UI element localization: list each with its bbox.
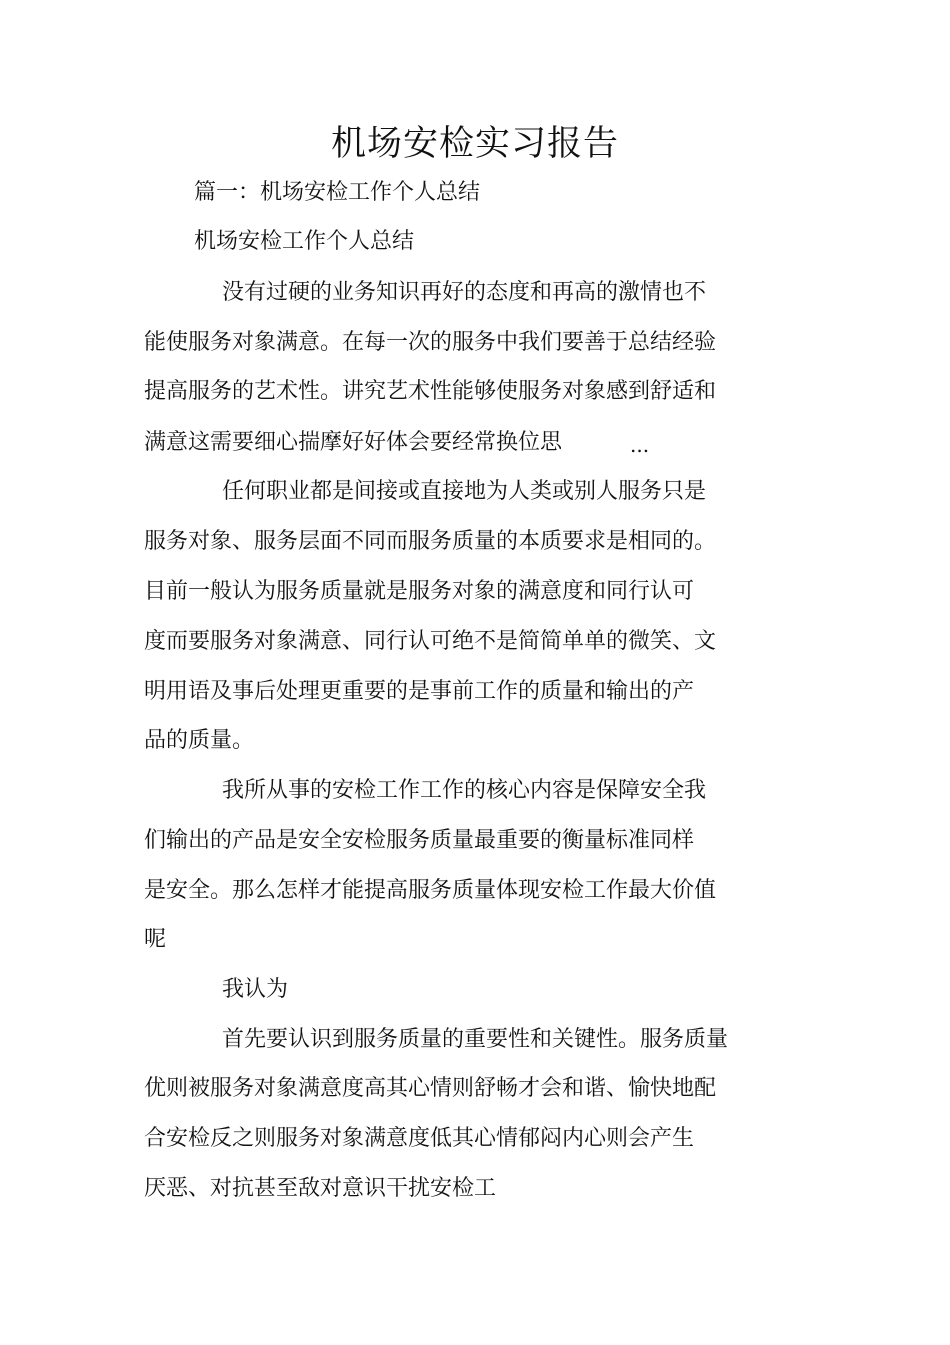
paragraph-4-line-1: 我认为 [222, 977, 289, 1002]
paragraph-1-ellipsis: ... [630, 433, 650, 457]
section-heading: 机场安检工作个人总结 [194, 229, 415, 254]
document-title: 机场安检实习报告 [330, 124, 619, 164]
paragraph-1-line-1: 没有过硬的业务知识再好的态度和再高的激情也不 [222, 280, 707, 305]
paragraph-5-line-4: 厌恶、对抗甚至敌对意识干扰安检工 [144, 1176, 497, 1201]
paragraph-5-line-3: 合安检反之则服务对象满意度低其心情郁闷内心则会产生 [144, 1126, 695, 1151]
paragraph-5-line-1: 首先要认识到服务质量的重要性和关键性。服务质量 [222, 1027, 729, 1052]
paragraph-2-line-2: 服务对象、服务层面不同而服务质量的本质要求是相同的。 [144, 529, 717, 554]
paragraph-1-line-2: 能使服务对象满意。在每一次的服务中我们要善于总结经验 [144, 330, 717, 355]
paragraph-2-line-6: 品的质量。 [144, 728, 255, 753]
paragraph-1-line-3: 提高服务的艺术性。讲究艺术性能够使服务对象感到舒适和 [144, 379, 717, 404]
paragraph-5-line-2: 优则被服务对象满意度高其心情则舒畅才会和谐、愉快地配 [144, 1076, 717, 1101]
paragraph-2-line-1: 任何职业都是间接或直接地为人类或别人服务只是 [222, 479, 707, 504]
paragraph-3-line-2: 们输出的产品是安全安检服务质量最重要的衡量标准同样 [144, 828, 695, 853]
paragraph-1-line-4: 满意这需要细心揣摩好好体会要经常换位思 [144, 430, 563, 455]
paragraph-3-line-3: 是安全。那么怎样才能提高服务质量体现安检工作最大价值 [144, 878, 717, 903]
document-subtitle: 篇一：机场安检工作个人总结 [194, 180, 481, 205]
paragraph-2-line-4: 度而要服务对象满意、同行认可绝不是简简单单的微笑、文 [144, 629, 717, 654]
paragraph-2-line-3: 目前一般认为服务质量就是服务对象的满意度和同行认可 [144, 579, 695, 604]
paragraph-2-line-5: 明用语及事后处理更重要的是事前工作的质量和输出的产 [144, 679, 695, 704]
paragraph-3-line-4: 呢 [144, 927, 167, 952]
paragraph-3-line-1: 我所从事的安检工作工作的核心内容是保障安全我 [222, 778, 707, 803]
